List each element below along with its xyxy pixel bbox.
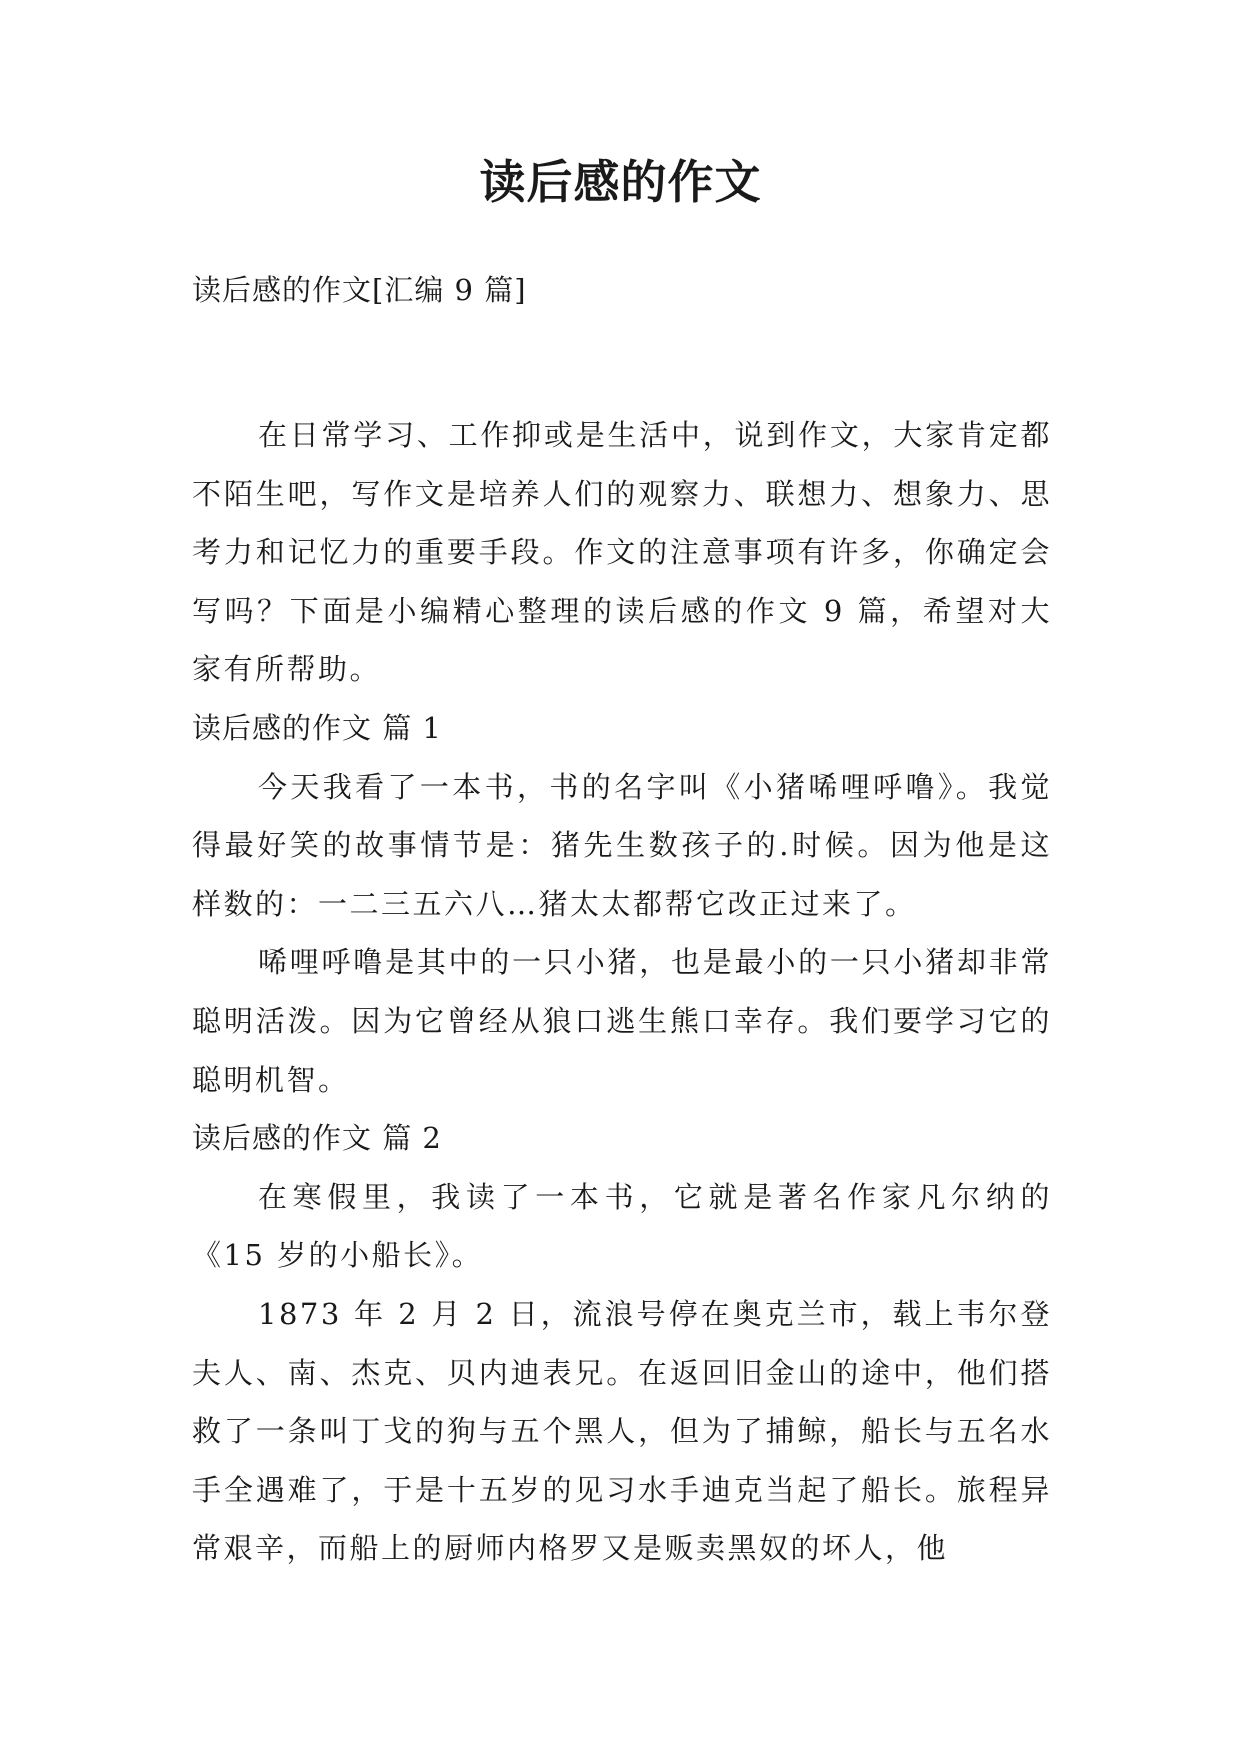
section-2-paragraph-2: 1873 年 2 月 2 日，流浪号停在奥克兰市，载上韦尔登夫人、南、杰克、贝内迪表兄。在返回旧金山的途中，他们搭救了一条叫丁戈的狗与五个黑人，但为了捕鲸，船长与五名水手全遇难了，于是十五岁的见习水手迪克当起了船长。旅程异常艰辛，而船上的厨师内格罗又是贩卖黑奴的坏人，他	[192, 1296, 1052, 1566]
section-2-paragraph-1: 在寒假里，我读了一本书，它就是著名作家凡尔纳的《15 岁的小船长》。	[192, 1179, 1052, 1273]
document-subtitle: 读后感的作文[汇编 9 篇]	[192, 273, 527, 307]
document-title: 读后感的作文	[479, 155, 762, 209]
section-2-heading: 读后感的作文 篇 2	[192, 1121, 442, 1156]
document-body	[192, 406, 1052, 1578]
section-1-paragraph-1: 今天我看了一本书，书的名字叫《小猪唏哩呼噜》。我觉得最好笑的故事情节是：猪先生数孩子的.时候。因为他是这样数的：一二三五六八…猪太太都帮它改正过来了。	[192, 769, 1052, 921]
section-1-heading: 读后感的作文 篇 1	[192, 710, 442, 745]
intro-paragraph: 在日常学习、工作抑或是生活中，说到作文，大家肯定都不陌生吧，写作文是培养人们的观察力、联想力、想象力、思考力和记忆力的重要手段。作文的注意事项有许多，你确定会写吗？下面是小编精心整理的读后感的作文 9 篇，希望对大家有所帮助。	[192, 418, 1052, 687]
section-1-paragraph-2: 唏哩呼噜是其中的一只小猪，也是最小的一只小猪却非常聪明活泼。因为它曾经从狼口逃生熊口幸存。我们要学习它的聪明机智。	[192, 945, 1052, 1097]
